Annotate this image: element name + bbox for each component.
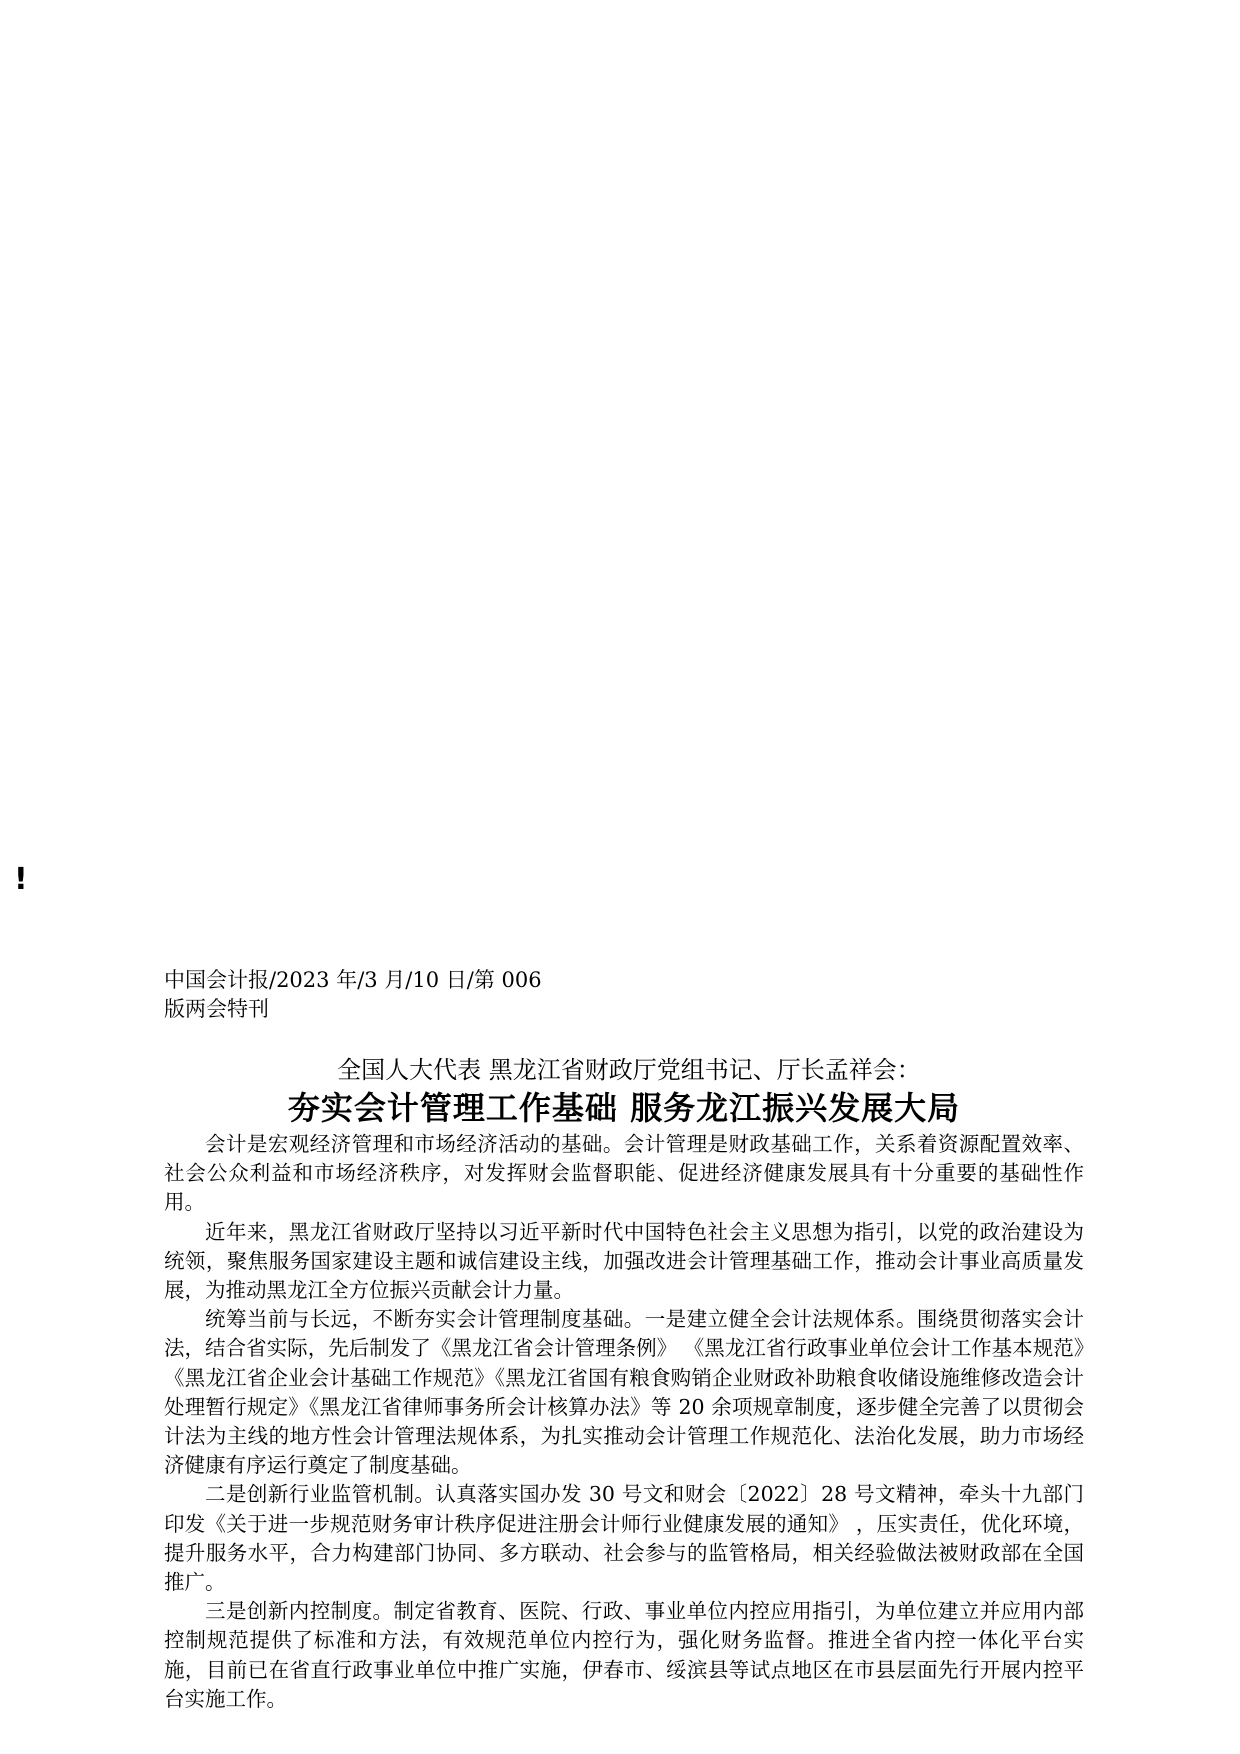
source-line-1: 中国会计报/2023 年/3 月/10 日/第 006 — [164, 968, 542, 992]
paragraph: 统筹当前与长远，不断夯实会计管理制度基础。一是建立健全会计法规体系。围绕贯彻落实会计法，结合省实际，先后制发了《黑龙江省会计管理条例》 《黑龙江省行政事业单位会计工作基本规范》《黑龙江省企业会计基础工作规范》《黑龙江省国有粮食购销企业财政补助粮食收储设施维修改造会计处理暂行规定》《黑龙江省律师事务所会计核算办法》等 20 余项规章制度，逐步健全完善了以贯彻会计法为主线的地方性会计管理法规体系，为扎实推动会计管理工作规范化、法治化发展，助力市场经济健康有序运行奠定了制度基础。 — [164, 1307, 1084, 1478]
paragraph: 会计是宏观经济管理和市场经济活动的基础。会计管理是财政基础工作，关系着资源配置效率、社会公众利益和市场经济秩序，对发挥财会监督职能、促进经济健康发展具有十分重要的基础性作用。 — [164, 1132, 1084, 1215]
source-citation — [164, 966, 542, 1024]
article-subtitle: 全国人大代表 黑龙江省财政厅党组书记、厅长孟祥会： — [337, 1056, 921, 1084]
article-body — [164, 1130, 1084, 1714]
paragraph: 近年来，黑龙江省财政厅坚持以习近平新时代中国特色社会主义思想为指引，以党的政治建设为统领，聚焦服务国家建设主题和诚信建设主线，加强改进会计管理基础工作，推动会计事业高质量发展，为推动黑龙江全方位振兴贡献会计力量。 — [164, 1219, 1084, 1303]
paragraph: 二是创新行业监管机制。认真落实国办发 30 号文和财会〔2022〕28 号文精神，牵头十九部门印发《关于进一步规范财务审计秩序促进注册会计师行业健康发展的通知》 ，压实责任，优化环境，提升服务水平，合力构建部门协同、多方联动、社会参与的监管格局，相关经验做法被财政部在全国推广。 — [164, 1482, 1084, 1595]
article-heading — [164, 1054, 1084, 1130]
paragraph: 三是创新内控制度。制定省教育、医院、行政、事业单位内控应用指引，为单位建立并应用内部控制规范提供了标准和方法，有效规范单位内控行为，强化财务监督。推进全省内控一体化平台实施，目前已在省直行政事业单位中推广实施，伊春市、绥滨县等试点地区在市县层面先行开展内控平台实施工作。 — [164, 1599, 1084, 1711]
source-line-2: 版两会特刊 — [164, 997, 269, 1021]
article-title: 夯实会计管理工作基础 服务龙江振兴发展大局 — [287, 1089, 961, 1127]
exclamation-mark: ! — [14, 862, 28, 897]
